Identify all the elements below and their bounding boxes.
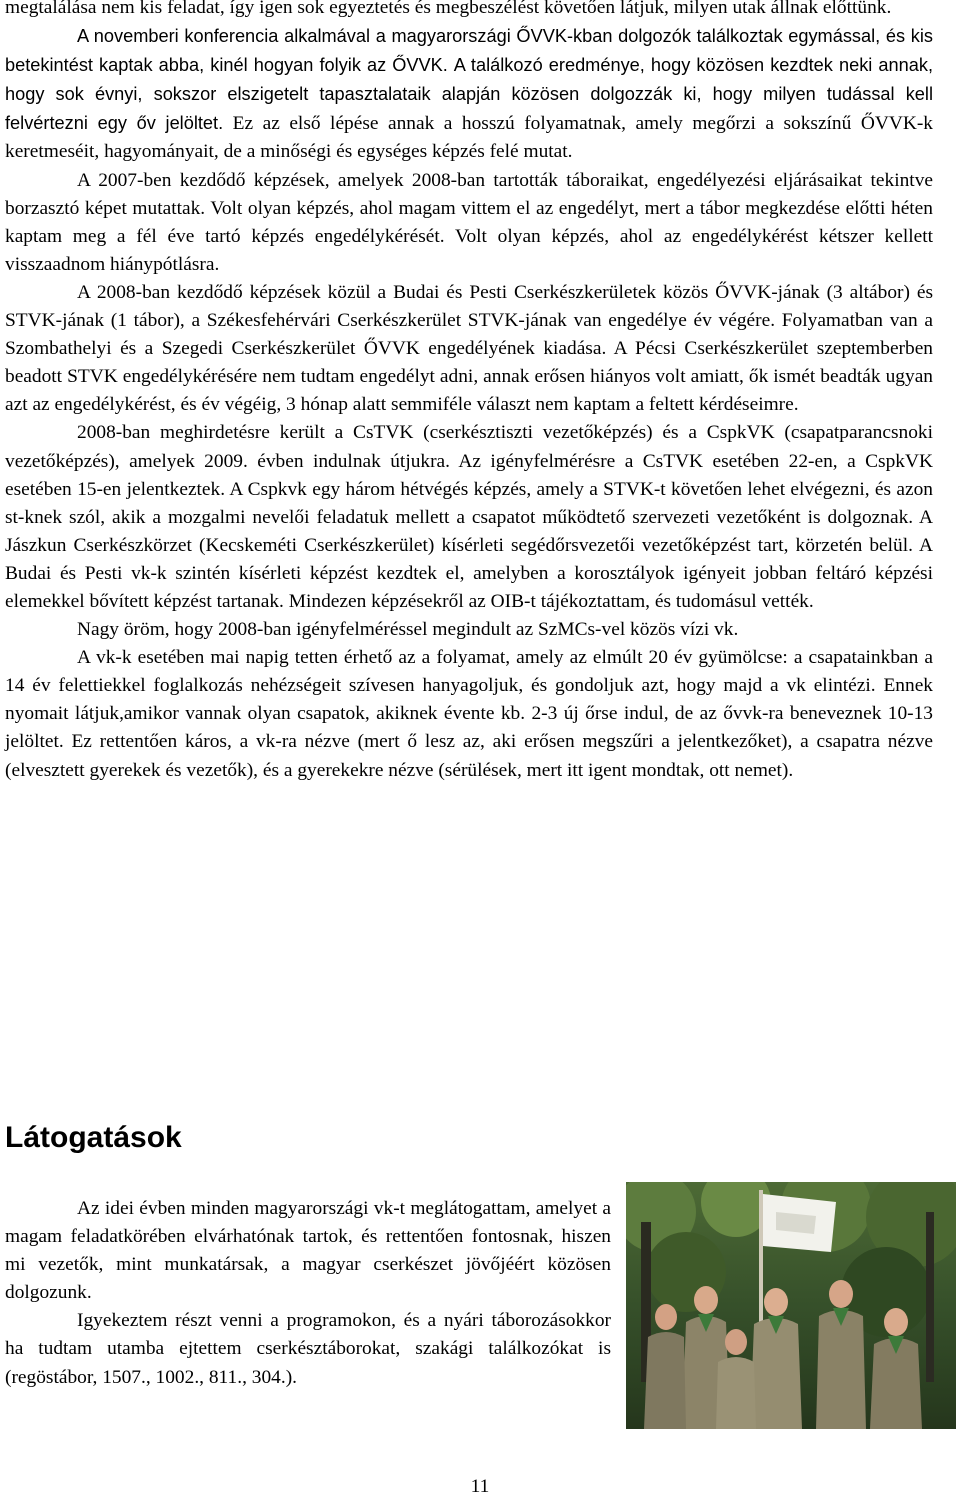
page-number: 11 [470,1476,490,1497]
paragraph: Nagy öröm, hogy 2008-ban igényfelméréssel megindult az SzMCs-vel közös vízi vk. [77,619,739,641]
section-text [5,1195,611,1392]
paragraph: Igyekeztem részt venni a programokon, és a nyári táborozásokkor ha tudtam utamba ejtettem cserkésztáborokat, szakági találkozókat is (regöstábor, 1507., 1002., 811., 304.). [5,1310,611,1388]
section-heading: Látogatások [5,1121,182,1154]
sentence: Ez az első lépése annak a hosszú folyamatnak, amely megőrzi a sokszínű ŐVVK-k keretmeséit, hagyományait, de a minőségi és egységes képzés felé mutat. [5,113,933,163]
paragraph: Az idei évben minden magyarországi vk-t meglátogattam, amelyet a magam feladatkörében elvárhatónak tartok, és rettentően fontosnak, hiszen mi vezetők, mint munkatársak, a magyar cserkészet jövőjéért közösen dolgozunk. [5,1198,611,1304]
paragraph [5,22,933,166]
paragraph: megtalálása nem kis feladat, így igen sok egyeztetés és megbeszélést követően látjuk, milyen utak állnak előttünk. [5,0,892,18]
scout-group-photo [626,1182,956,1429]
sentence: A találkozó eredménye, hogy közösen kezdtek neki annak, hogy sok évnyi, sokszor elszigetelt tapasztalataik alapján közösen dolgozzák ki, hogy milyen tudással kell felvértezni egy őv jelöltet. [5,55,933,134]
photo-illustration [626,1182,956,1429]
paragraph: 2008-ban meghirdetésre került a CsTVK (cserkésztiszti vezetőképzés) és a CspkVK (csapatparancsnoki vezetőképzés), amelyek 2009. évben indulnak útjukra. Az igényfelmérésre a CsTVK esetében 22-en, a CspkVK esetében 15-en jelentkeztek. A Cspkvk egy három hétvégés képzés, amely a STVK-t követően lehet elvégezni, és azon st-knek szól, akik a mozgalmi nevelői feladatuk mellett a csapatot működtető szervezeti vezetőként is dolgoznak. A Jászkun Cserkészkörzet (Kecskeméti Cserkészkerület) kísérleti segédőrsvezetői vezetőképzést tart, körzetén belül. A Budai és Pesti vk-k szintén kísérleti képzést kezdtek el, amelyben a korosztályok igényeit jobban feltáró képzési elemekkel bővített képzést tartanak. Mindezen képzésekről az OIB-t tájékoztattam, és tudomásul vették. [5,422,933,612]
paragraph: A 2008-ban kezdődő képzések közül a Budai és Pesti Cserkészkerületek közös ŐVVK-jának (3 altábor) és STVK-jának (1 tábor), a Székesfehérvári Cserkészkerület STVK-jának van engedélye év végére. Folyamatban van a Szombathelyi és a Szegedi Cserkészkerület ŐVVK engedélyének kiadása. A Pécsi Cserkészkerület szeptemberben beadott STVK engedélykérésére nem tudtam engedélyt adni, annak erősen hiányos volt amiatt, ők ismét beadták ugyan azt az engedélykérést, és év végéig, 3 hónap alatt semmiféle választ nem kaptam a feltett kérdéseimre. [5,281,933,416]
sentence: A novemberi konferencia alkalmával a magyarországi ŐVVK-kban dolgozók találkoztak egymással, és kis betekintést kaptak abba, kinél hogyan folyik az ŐVVK. [5,26,933,76]
body-text [5,0,933,785]
paragraph: A vk-k esetében mai napig tetten érhető az a folyamat, amely az elmúlt 20 év gyümölcse: a csapatainkban a 14 év felettiekkel foglalkozás nehézségeit szívesen hanyagoljuk, és gondoljuk azt, hogy majd a vk elintézi. Ennek nyomait látjuk,amikor vannak olyan csapatok, akiknek évente kb. 2-3 új őrse indul, de az ővvk-ra beneveznek 10-13 jelöltet. Ez rettentően káros, a vk-ra nézve (mert ő lesz az, aki erősen megszűri a jelentkezőket), a csapatra nézve (elvesztett gyerekek és vezetők), és a gyerekekre nézve (sérülések, mert itt igent mondtak, ott nemet). [5,647,933,781]
paragraph: A 2007-ben kezdődő képzések, amelyek 2008-ban tartották táboraikat, engedélyezési eljárásaikat tekintve borzasztó képet mutattak. Volt olyan képzés, ahol magam vittem el az engedélyt, mert a tábor megkezdése előtti héten kaptam meg a fél éve tartó képzés engedélykérését. Volt olyan képzés, ahol az engedélykérést kétszer kellett visszaadnom hiánypótlásra. [5,169,933,275]
